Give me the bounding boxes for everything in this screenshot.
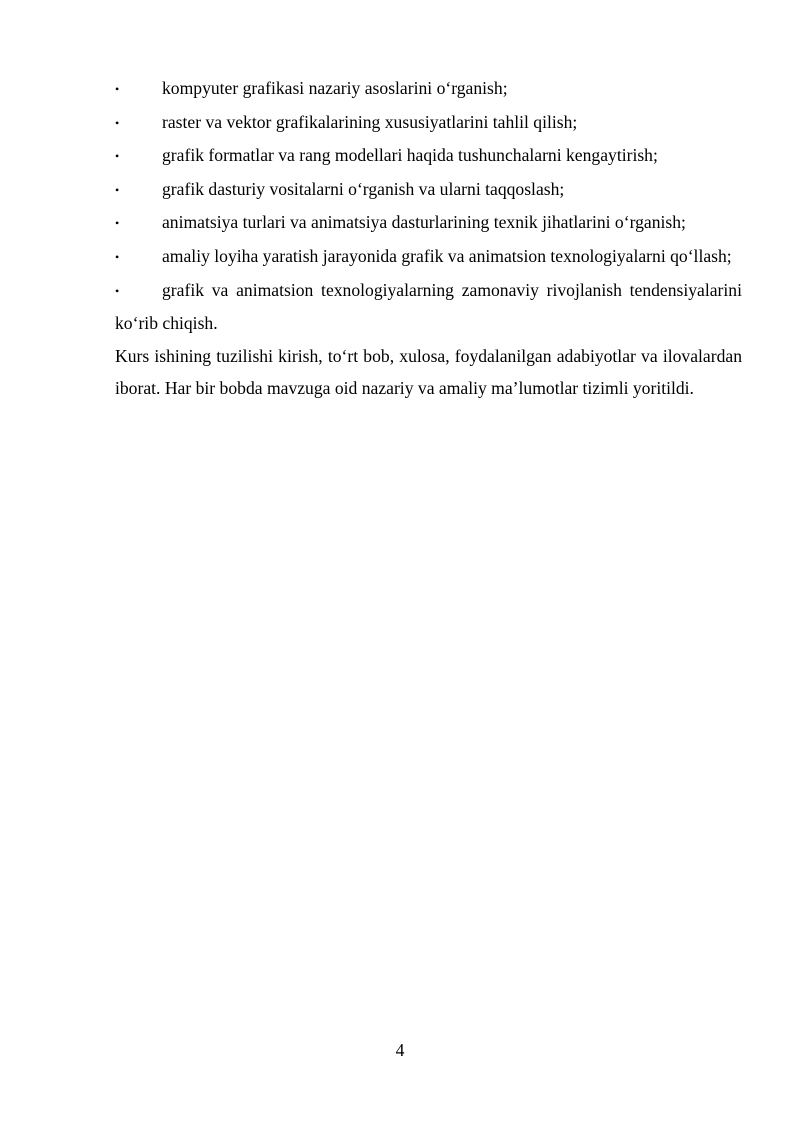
bullet-icon: • xyxy=(115,182,120,197)
bullet-icon: • xyxy=(115,216,120,231)
list-item xyxy=(115,106,742,140)
bullet-icon: • xyxy=(115,283,120,298)
structure-paragraph: Kurs ishining tuzilishi kirish, to‘rt bob, xulosa, foydalanilgan adabiyotlar va ilovalardan iborat. Har bir bobda mavzuga oid nazariy va amaliy ma’lumotlar tizimli yoritildi. xyxy=(115,345,742,399)
page-number: 4 xyxy=(395,1040,405,1060)
list-item-text: grafik va animatsion texnologiyalarning zamonaviy rivojlanish tendensiyalarini ko‘rib chiqish. xyxy=(115,279,742,334)
bullet-icon: • xyxy=(115,249,120,264)
list-item-text: kompyuter grafikasi nazariy asoslarini o‘rganish; xyxy=(162,78,508,98)
list-item-text: animatsiya turlari va animatsiya dasturlarining texnik jihatlarini o‘rganish; xyxy=(162,212,686,233)
list-item xyxy=(115,139,742,173)
list-item-text: amaliy loyiha yaratish jarayonida grafik va animatsion texnologiyalarni qo‘llash; xyxy=(162,245,732,266)
list-item xyxy=(115,72,742,106)
list-item xyxy=(115,240,742,274)
list-item-text: grafik formatlar va rang modellari haqida tushunchalarni kengaytirish; xyxy=(162,145,658,166)
bullet-icon: • xyxy=(115,149,120,164)
list-item-text: raster va vektor grafikalarining xususiyatlarini tahlil qilish; xyxy=(162,111,578,132)
list-item xyxy=(115,206,742,240)
bullet-icon: • xyxy=(115,115,120,130)
objectives-list xyxy=(115,72,742,340)
page-content xyxy=(115,72,742,405)
list-item-text: grafik dasturiy vositalarni o‘rganish va ularni taqqoslash; xyxy=(162,178,565,199)
list-item xyxy=(115,274,742,340)
bullet-icon: • xyxy=(115,82,120,96)
list-item xyxy=(115,173,742,207)
